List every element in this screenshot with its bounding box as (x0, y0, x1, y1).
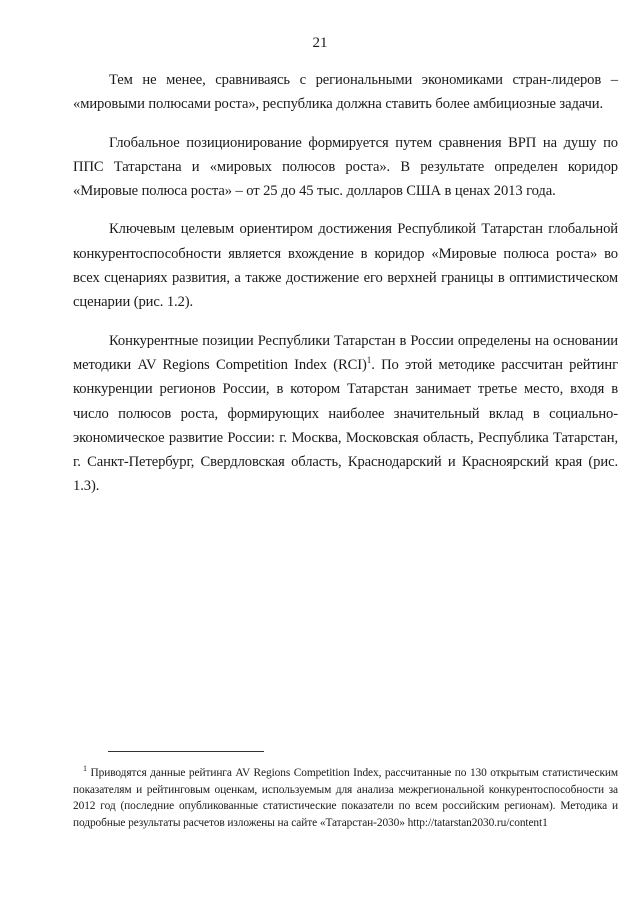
paragraph-ambitious-goals: Тем не менее, сравниваясь с региональными экономиками стран-лидеров – «мировыми полюсами роста», республика должна ставить более амбициозные задачи. (73, 72, 618, 113)
footnote-separator (108, 751, 264, 752)
footnote-text: Приводятся данные рейтинга AV Regions Competition Index, рассчитанные по 130 открытым статистическим показателям и рейтинговым оценкам, используемым для анализа межрегиональной конкурентоспособности за 2012 год (последние опубликованные статистические показатели по всем российским регионам). Методика и подробные результаты расчетов изложены на сайте «Татарстан-2030» http://tatarstan2030.ru/content1 (73, 767, 619, 829)
paragraph-global-positioning: Глобальное позиционирование формируется путем сравнения ВРП на душу по ППС Татарстана и «мировых полюсов роста». В результате определен коридор «Мировые полюса роста» – от 25 до 45 тыс. долларов США в ценах 2013 года. (73, 134, 618, 200)
body-text (73, 68, 618, 513)
footnote-marker: 1 (83, 764, 87, 774)
footnote (73, 765, 618, 831)
footnote-reference-marker[interactable]: 1 (366, 355, 372, 366)
paragraph-target-corridor: Ключевым целевым ориентиром достижения Республикой Татарстан глобальной конкурентоспособности является вхождение в коридор «Мировые полюса роста» во всех сценариях развития, а также достижение его верхней границы в оптимистическом сценарии (рис. 1.2). (73, 221, 618, 311)
paragraph-competitive-positions-text-end: . По этой методике рассчитан рейтинг конкуренции регионов России, в котором Татарстан занимает третье место, входя в число полюсов роста, формирующих наиболее значительный вклад в социально-экономическое развитие России: г. Москва, Московская область, Республика Татарстан, г. Санкт-Петербург, Свердловская область, Краснодарский и Красноярский края (рис. 1.3). (73, 356, 618, 495)
page-number: 21 (312, 35, 328, 51)
paragraph-competitive-positions-text-start: Конкурентные позиции Республики Татарстан в России определены на основании методики AV Regions Competition Index (RCI) (73, 332, 618, 373)
paragraph-competitive-positions (73, 329, 618, 499)
